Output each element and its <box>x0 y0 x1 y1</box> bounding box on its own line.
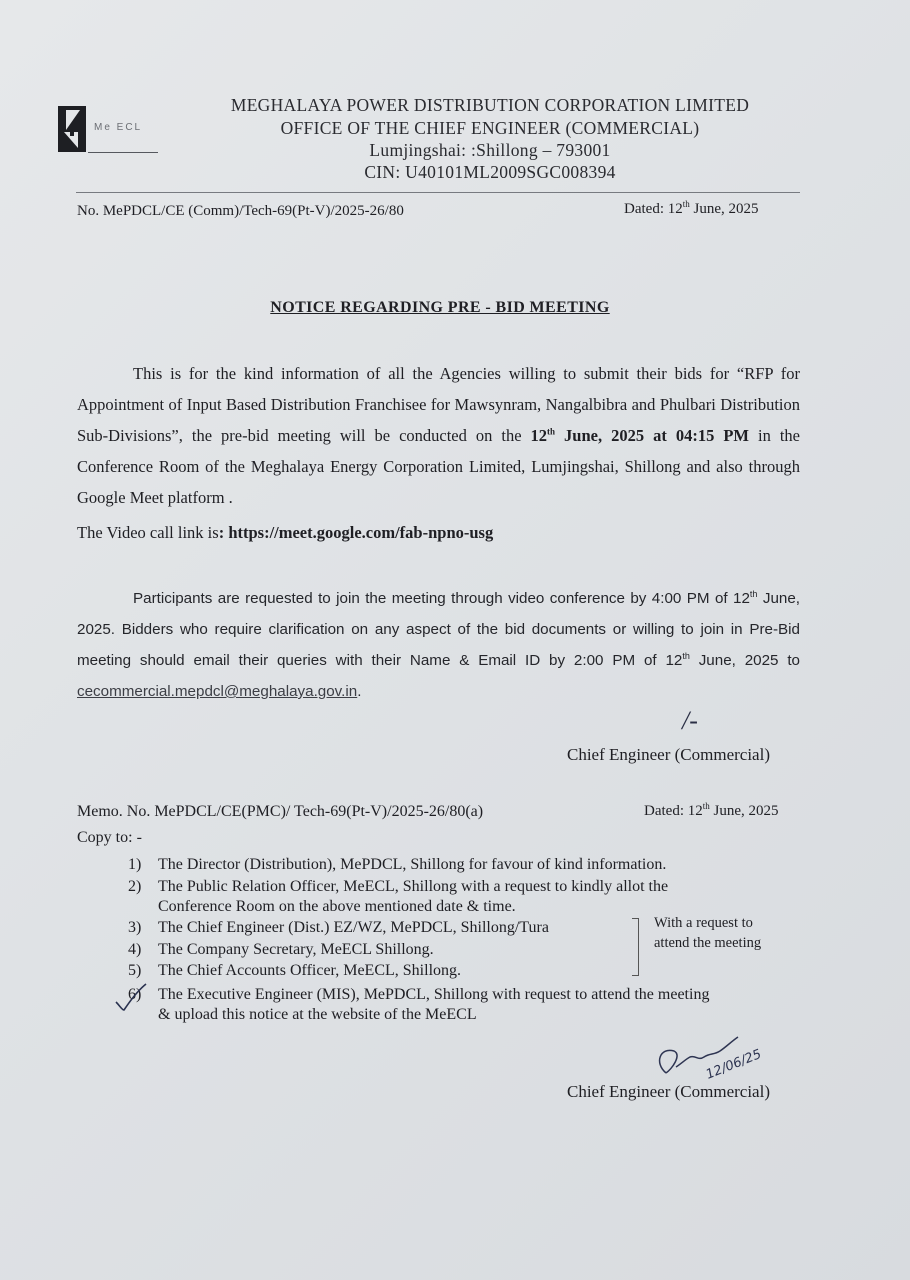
org-name: MEGHALAYA POWER DISTRIBUTION CORPORATION LIMITED <box>230 95 750 115</box>
list-item-continuation: Conference Room on the above mentioned date & time. <box>158 898 516 915</box>
list-item: 2) The Public Relation Officer, MeECL, Shillong with a request to kindly allot the <box>128 878 669 895</box>
letterhead-divider <box>76 192 800 193</box>
list-item: 1) The Director (Distribution), MePDCL, Shillong for favour of kind information. <box>128 856 667 873</box>
bracket-note: With a request to attend the meeting <box>654 915 762 951</box>
handwritten-date: 12/06/25 <box>703 1046 764 1083</box>
copy-to-label: Copy to: - <box>77 829 142 846</box>
office-address: Lumjingshai: :Shillong – 793001 <box>369 140 611 160</box>
memo-date: Dated: 12th June, 2025 <box>644 801 779 819</box>
notice-paragraph-2: Participants are requested to join the meeting through video conference by 4:00 PM of 12th June, 2025. Bidders who require clarification on any aspect of the bid documents or willing to join in Pre-Bid meeting should email their queries with their Name & Email ID by 2:00 PM of 12th June, 2025 to cecommercial.mepdcl@meghalaya.gov.in. <box>77 588 801 700</box>
handwritten-tick-icon <box>112 980 152 1014</box>
signatory-title-1: Chief Engineer (Commercial) <box>567 745 770 764</box>
reference-date: Dated: 12th June, 2025 <box>624 199 759 217</box>
video-call-link-line: The Video call link is: https://meet.google.com/fab-npno-usg <box>77 523 494 542</box>
notice-title: NOTICE REGARDING PRE - BID MEETING <box>270 299 610 316</box>
notice-paragraph-1: This is for the kind information of all the Agencies willing to submit their bids for “RFP for Appointment of Input Based Distribution Franchisee for Mawsynram, Nangalbibra and Phulbari Distribution Sub-Divisions”, the pre-bid meeting will be conducted on the 12th June, 2025 at 04:15 PM in the Conference Room of the Meghalaya Energy Corporation Limited, Lumjingshai, Shillong and also through Google Meet platform . <box>77 364 800 507</box>
memo-number: Memo. No. MePDCL/CE(PMC)/ Tech-69(Pt-V)/2025-26/80(a) <box>77 803 484 820</box>
office-name: OFFICE OF THE CHIEF ENGINEER (COMMERCIAL) <box>280 118 700 138</box>
signature-mark: /- <box>682 706 698 735</box>
video-call-link: https://meet.google.com/fab-npno-usg <box>224 523 494 542</box>
signatory-title-2: Chief Engineer (Commercial) <box>567 1082 770 1101</box>
list-item: 3) The Chief Engineer (Dist.) EZ/WZ, MePDCL, Shillong/Tura <box>128 919 549 936</box>
cin-number: CIN: U40101ML2009SGC008394 <box>364 162 616 182</box>
list-item-continuation: & upload this notice at the website of the MeECL <box>158 1006 477 1023</box>
logo-mark-icon <box>58 106 86 152</box>
contact-email-link[interactable]: cecommercial.mepdcl@meghalaya.gov.in <box>77 683 358 700</box>
list-item: 4) The Company Secretary, MeECL Shillong. <box>128 941 434 958</box>
list-item: 5) The Chief Accounts Officer, MeECL, Shillong. <box>128 962 462 979</box>
logo-text: Me ECL <box>94 122 143 133</box>
reference-number: No. MePDCL/CE (Comm)/Tech-69(Pt-V)/2025-26/80 <box>77 203 404 219</box>
list-item: 6) The Executive Engineer (MIS), MePDCL, Shillong with request to attend the meeting <box>128 986 710 1003</box>
list-bracket <box>632 918 639 976</box>
